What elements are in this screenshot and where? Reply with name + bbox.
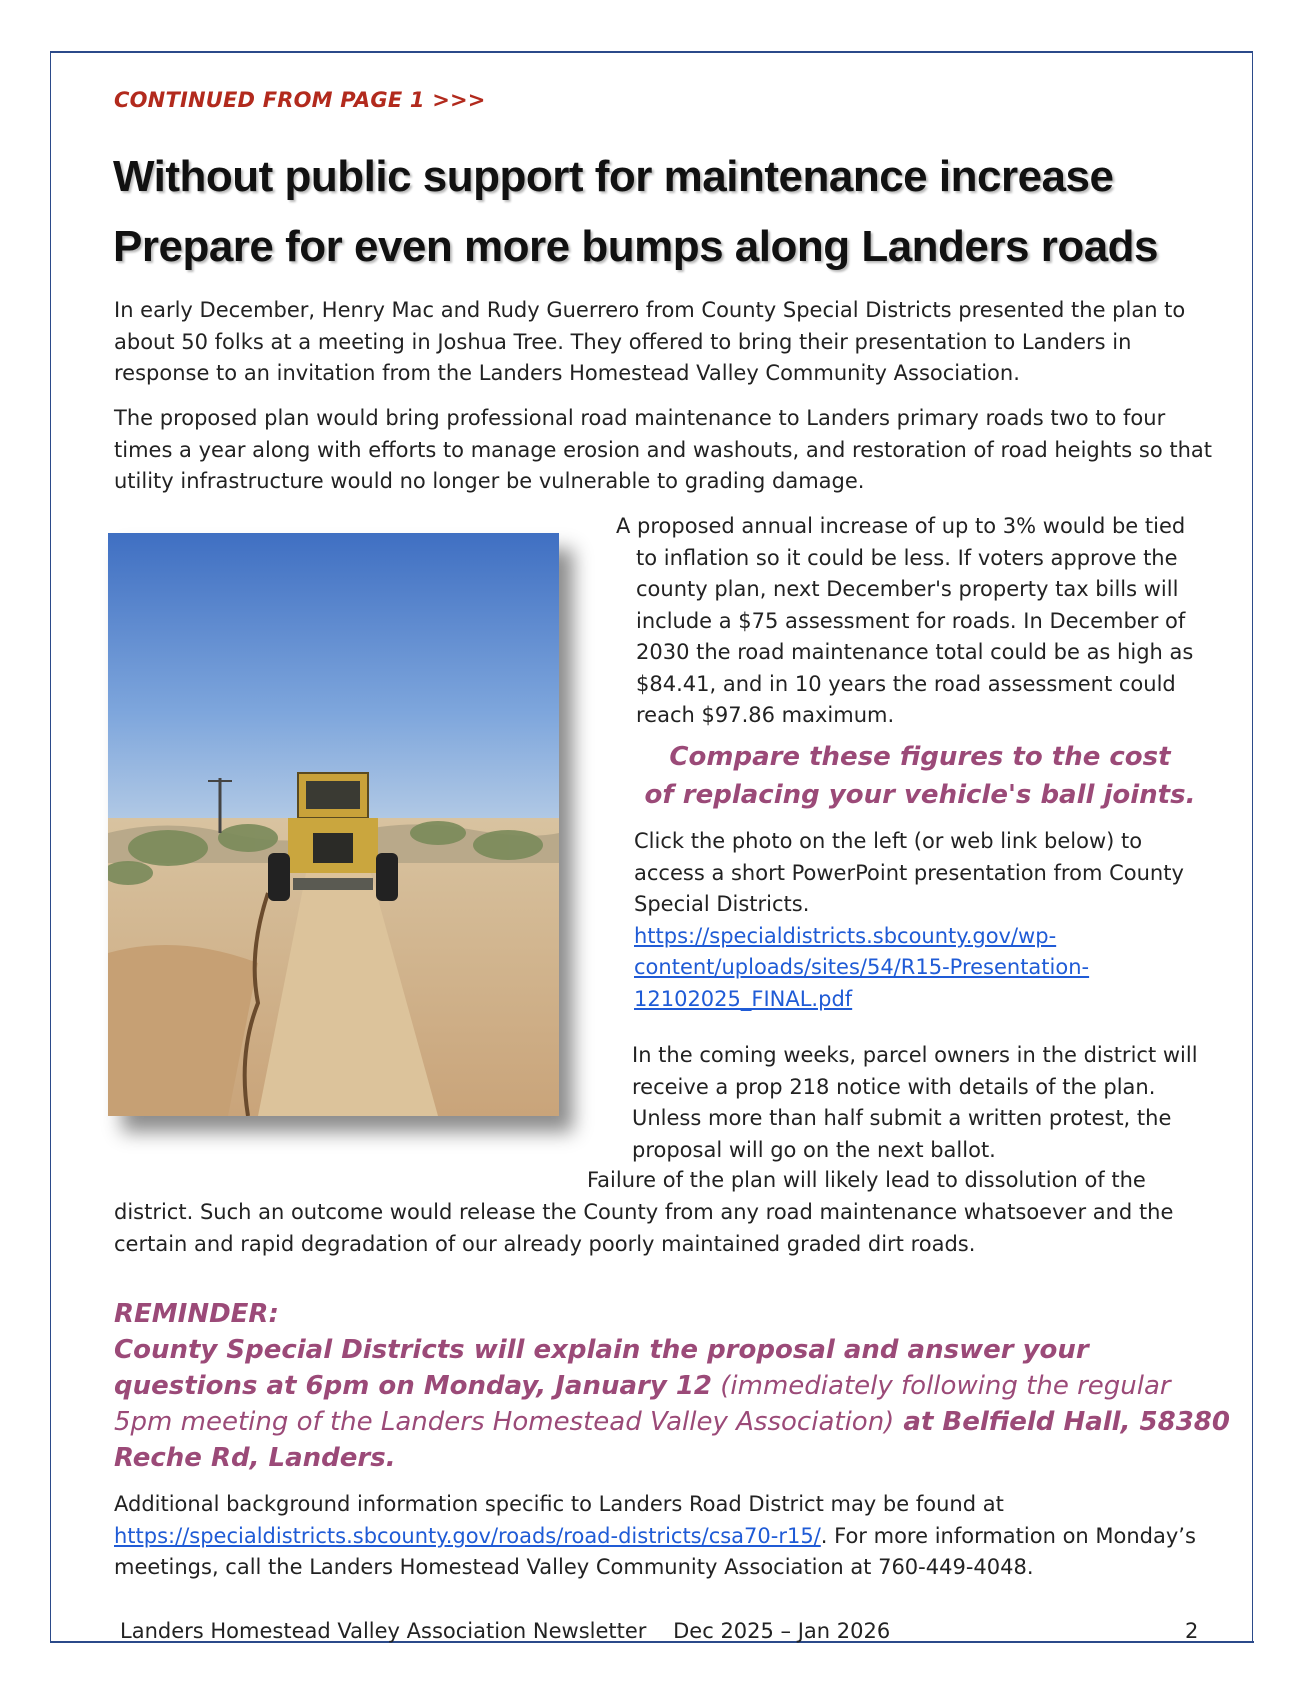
headline — [113, 142, 1233, 282]
reminder-block — [114, 1296, 1234, 1476]
reminder-bold-1: County Special Districts will explain the proposal and answer your questions at 6pm on Monday, January 12 — [114, 1335, 1089, 1401]
compare-line-1: Compare these figures to the cost — [669, 742, 1171, 772]
reminder-bold-2: at Belfield Hall, 58380 Reche Rd, Landers. — [114, 1407, 1230, 1473]
paragraph-assessment: A proposed annual increase of up to 3% would be tied to inflation so it could be less. If voters approve the county plan, next December's property tax bills will include a $75 assessment for roads. In December of 2030 the road maintenance total could be as high as $84.41, and in 10 years the road assessment could reach $97.86 maximum. — [616, 514, 1194, 727]
headline-line-1: Without public support for maintenance increase — [113, 152, 1114, 201]
presentation-text: Click the photo on the left (or web link below) to access a short PowerPoint presentation from County Special Districts. — [634, 829, 1184, 916]
paragraph-dissolution: district. Such an outcome would release the County from any road maintenance whatsoever and the certain and rapid degradation of our already poorly maintained graded dirt roads. — [114, 1200, 1174, 1256]
reminder-italic: (immediately following the regular 5pm meeting of the Landers Homestead Valley Association) — [114, 1371, 1171, 1437]
headline-line-2: Prepare for even more bumps along Landers roads — [113, 222, 1159, 271]
compare-line-2: of replacing your vehicle's ball joints. — [644, 780, 1196, 810]
continued-label: CONTINUED FROM PAGE 1 >>> — [114, 88, 486, 112]
footer-newsletter-title: Landers Homestead Valley Association Newsletter Dec 2025 – Jan 2026 — [120, 1619, 891, 1643]
footer-page-number: 2 — [1185, 1619, 1199, 1643]
road-grader-image — [108, 533, 559, 1116]
paragraph-plan: The proposed plan would bring professional road maintenance to Landers primary roads two to four times a year along with efforts to manage erosion and washouts, and restoration of road heights so that utility infrastructure would no longer be vulnerable to grading damage. — [114, 406, 1213, 493]
paragraph-presentation — [634, 826, 1194, 1015]
paragraph-intro: In early December, Henry Mac and Rudy Guerrero from County Special Districts presented the plan to about 50 folks at a meeting in Joshua Tree. They offered to bring their presentation to Landers in response to an invitation from the Landers Homestead Valley Community Association. — [114, 298, 1186, 385]
presentation-link-part-1[interactable]: https://specialdistricts.sbcounty.gov/wp- — [634, 923, 1057, 948]
paragraph-failure: Failure of the plan will likely lead to dissolution of the — [587, 1168, 1146, 1192]
road-grader-photo[interactable] — [108, 533, 559, 1116]
background-text-1: Additional background information specific to Landers Road District may be found at — [114, 1492, 1004, 1516]
presentation-link[interactable] — [634, 924, 1089, 1011]
compare-callout — [620, 738, 1220, 814]
road-district-link[interactable]: https://specialdistricts.sbcounty.gov/roads/road-districts/csa70-r15/ — [114, 1523, 821, 1548]
background-text-2: . For more information on Monday’s meetings, call the Landers Homestead Valley Community Association at 760-449-4048. — [114, 1523, 1196, 1579]
presentation-link-part-2[interactable]: content/uploads/sites/54/R15-Presentation- — [634, 955, 1090, 979]
paragraph-prop-218: In the coming weeks, parcel owners in the district will receive a prop 218 notice with details of the plan. Unless more than half submit a written protest, the proposal will go on the next ballot. — [632, 1043, 1198, 1162]
reminder-label: REMINDER: — [114, 1299, 279, 1329]
paragraph-background — [114, 1489, 1234, 1584]
presentation-link-part-3[interactable]: 12102025_FINAL.pdf — [634, 986, 853, 1011]
